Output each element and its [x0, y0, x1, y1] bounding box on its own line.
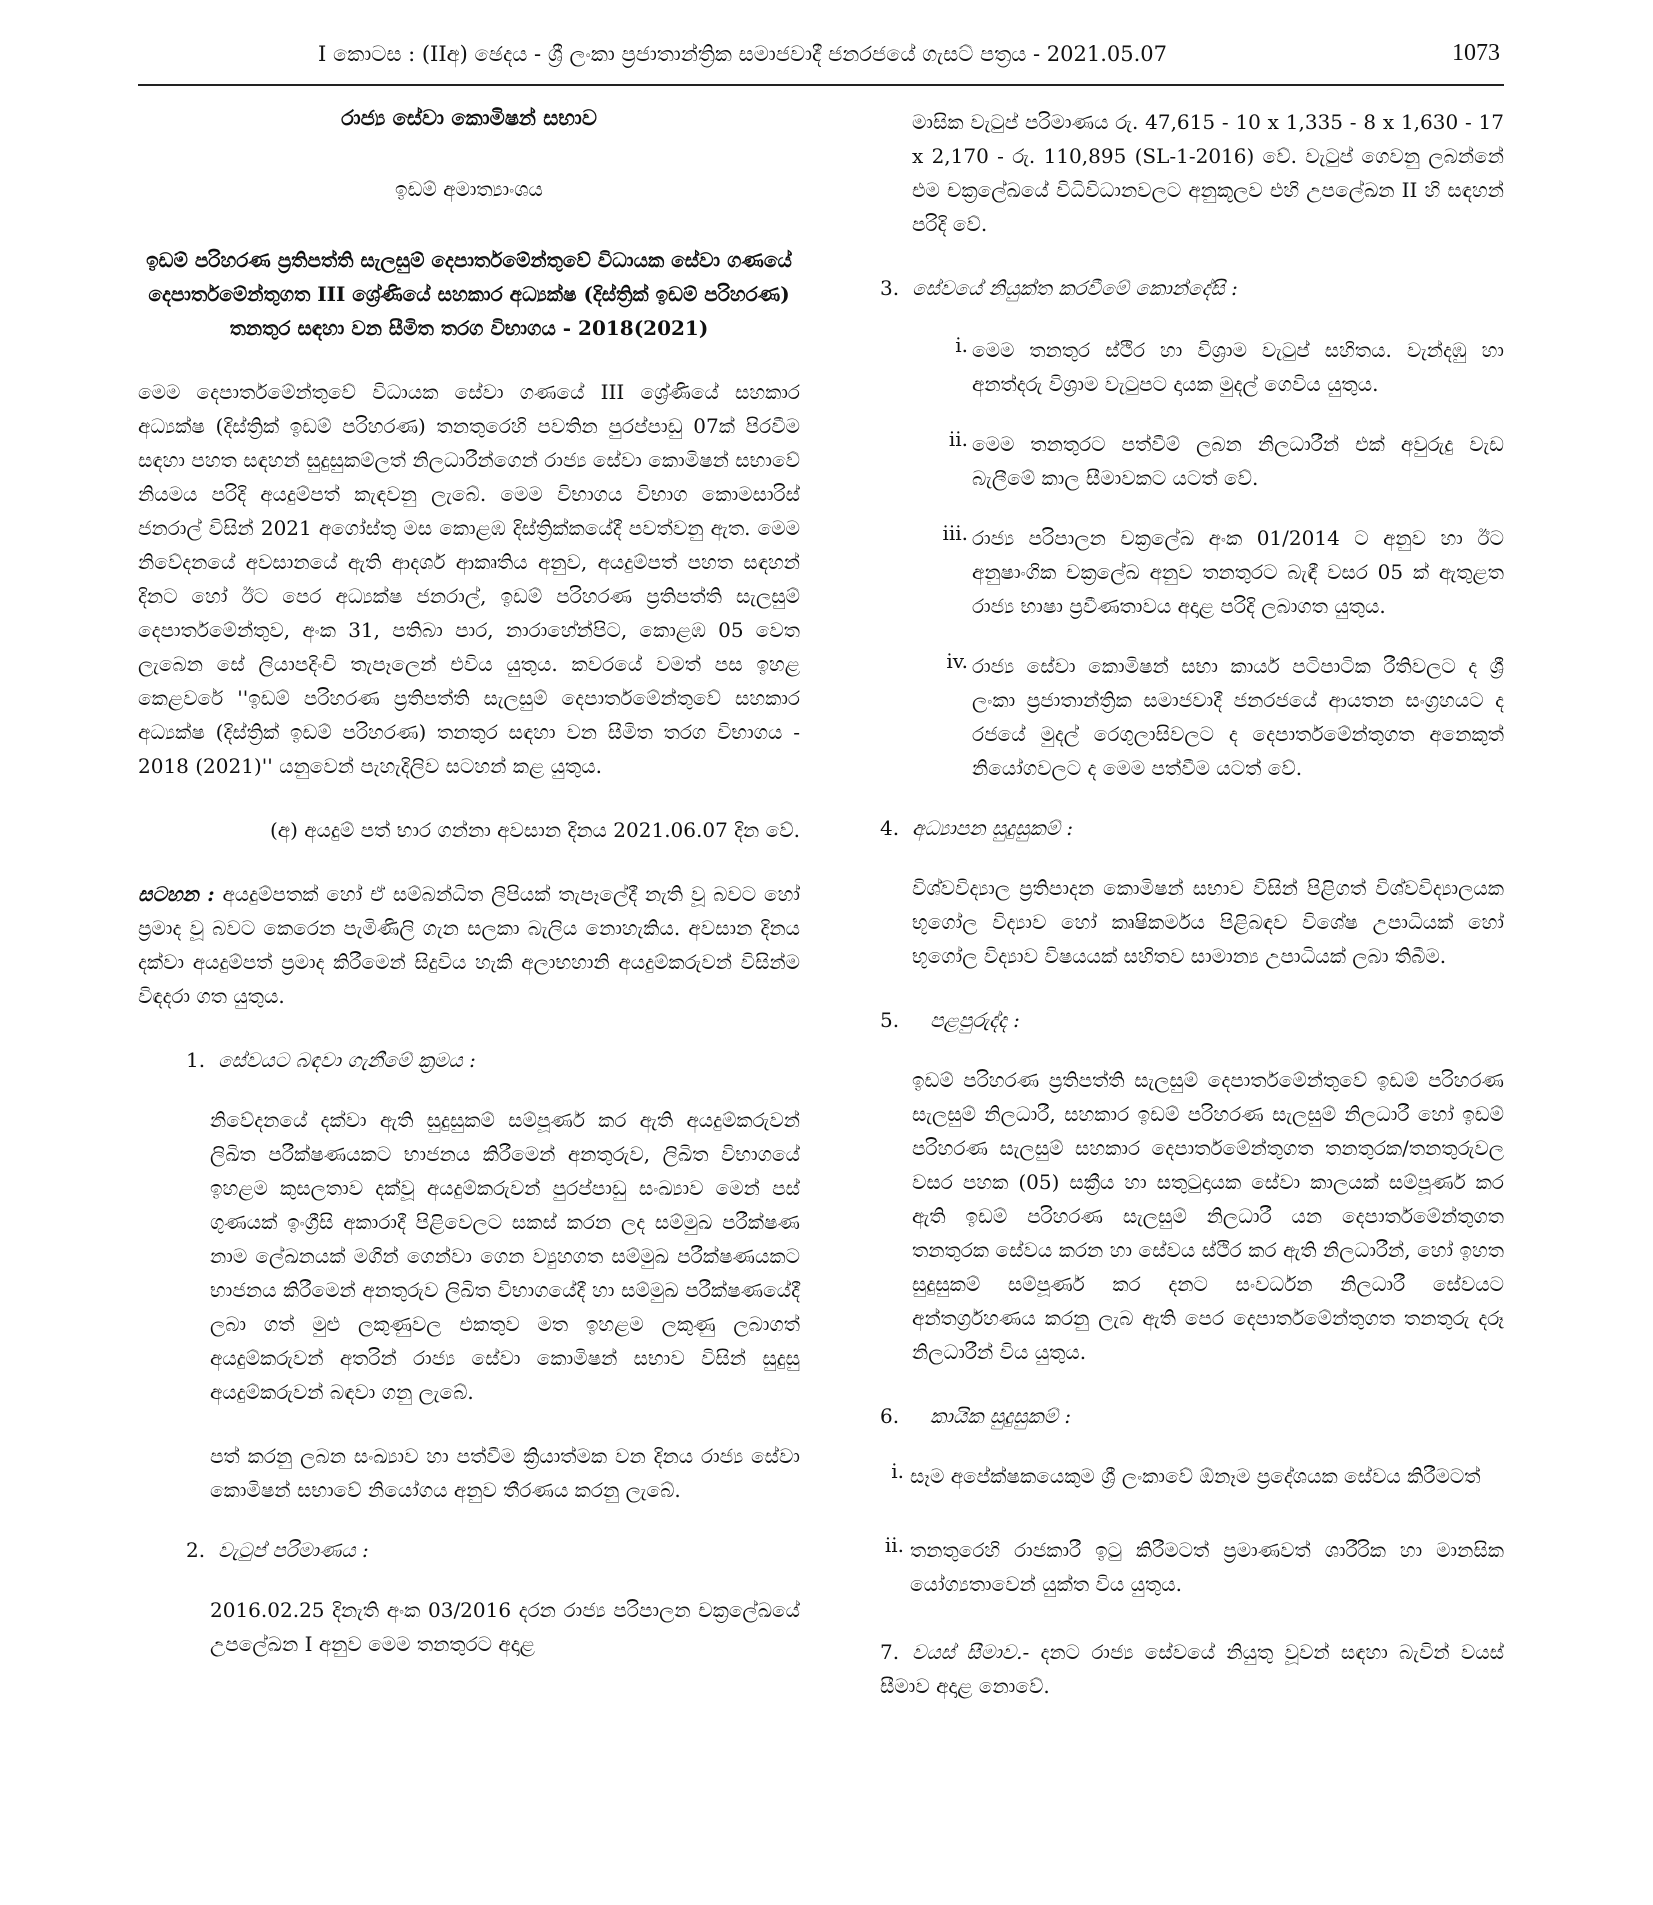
section-1-number: 1.	[186, 1048, 206, 1072]
condition-item	[912, 427, 1504, 495]
right-column	[880, 105, 1504, 1703]
condition-item	[912, 333, 1504, 401]
note-paragraph	[138, 877, 800, 1013]
physical-item-text: තනතුරෙහි රාජකාරී ඉටු කිරීමටත් ප්‍රමාණවත් ශාරීරික හා මානසික යෝග්‍යතාවෙන් යුක්ත විය යුතුය.	[910, 1538, 1504, 1596]
ministry-heading: ඉඩම් අමාත්‍යාංශය	[395, 177, 543, 201]
physical-item-number: ii.	[884, 1533, 904, 1557]
section-4-paragraph: විශ්වවිද්‍යාල ප්‍රතිපාදන කොමිෂන් සභාව විසින් පිළිගත් විශ්වවිද්‍යාලයක භූගෝල විද්‍යාව හෝ කෘෂිකර්මය පිළිබඳව විශේෂ උපාධියක් හෝ භූගෝල විද්‍යාව විෂයයක් සහිතව සාමාන්‍ය උපාධියක් ලබා තිබීම.	[912, 876, 1504, 968]
section-5-number: 5.	[880, 1008, 900, 1032]
physical-item-number: i.	[891, 1459, 904, 1483]
page-header	[138, 40, 1504, 86]
physical-item	[880, 1459, 1504, 1493]
section-2-title: වැටුප් පරිමාණය :	[218, 1538, 369, 1562]
section-1-heading	[186, 1043, 800, 1077]
condition-item	[912, 649, 1504, 785]
exam-title: ඉඩම් පරිහරණ ප්‍රතිපත්ති සැලසුම් දෙපාර්තමේන්තුවේ විධායක සේවා ගණයේ දෙපාර්තමේන්තුගත III ශ්‍රේණියේ සහකාර අධ්‍යක්ෂ (දිස්ත්‍රික් ඉඩම් පරිහරණ) තනතුර සඳහා වන සීමිත තරග විභාගය - 2018(2021)	[146, 248, 792, 340]
left-column	[138, 105, 800, 1661]
section-7-number: 7.	[880, 1640, 900, 1664]
condition-item-text: රාජ්‍ය පරිපාලන චක්‍රලේඛ අංක 01/2014 ට අනුව හා ඊට අනුෂාංගික චක්‍රලේඛ අනුව තනතුරට බැඳී වසර 05 ක් ඇතුළත රාජ්‍ය භාෂා ප්‍රවීණතාවය අදාළ පරිදි ලබාගත යුතුය.	[972, 526, 1504, 618]
section-1-paragraph-2: පත් කරනු ලබන සංඛ්‍යාව හා පත්වීම ක්‍රියාත්මක වන දිනය රාජ්‍ය සේවා කොමිෂන් සභාවේ නියෝගය අනුව තීරණය කරනු ලැබේ.	[210, 1444, 800, 1502]
section-3-title: සේවයේ නියුක්ත කරවීමේ කොන්දේසි :	[912, 276, 1238, 300]
section-2-heading	[186, 1533, 800, 1567]
condition-item-text: මෙම තනතුර ස්ථිර හා විශ්‍රාම වැටුප් සහිතය. වැන්දඹු හා අනත්දරු විශ්‍රාම වැටුපට දායක මුදල් ගෙවිය යුතුය.	[972, 338, 1504, 396]
condition-item-number: iii.	[942, 521, 968, 545]
commission-heading: රාජ්‍ය සේවා කොමිෂන් සභාව	[341, 105, 597, 130]
section-2-body	[210, 1593, 800, 1661]
section-1-body	[210, 1103, 800, 1507]
condition-item-text: මෙම තනතුරට පත්වීම් ලබන නිලධාරීන් එක් අවුරුදු වැඩ බැලීමේ කාල සීමාවකට යටත් වේ.	[972, 432, 1504, 490]
condition-item-text: රාජ්‍ය සේවා කොමිෂන් සභා කාර්ය පටිපාටික රීතිවලට ද ශ්‍රී ලංකා ප්‍රජාතාන්ත්‍රික සමාජවාදී ජනරජයේ ආයතන සංග්‍රහයට ද රජයේ මුදල් රෙගුලාසිවලට ද දෙපාර්තමේන්තුගත අනෙකුත් නියෝගවලට ද මෙම පත්වීම යටත් වේ.	[972, 654, 1504, 780]
section-1-title: සේවයට බඳවා ගැනීමේ ක්‍රමය :	[218, 1048, 476, 1072]
section-6-list	[880, 1459, 1504, 1601]
closing-date: (අ) අයදුම් පත් භාර ගන්නා අවසාන දිනය 2021.06.07 දින වේ.	[269, 818, 800, 842]
page-number: 1073	[1452, 40, 1500, 66]
condition-item	[912, 521, 1504, 623]
note-label: සටහන :	[138, 882, 215, 906]
section-1-paragraph-1: නිවේදනයේ දක්වා ඇති සුදුසුකම් සම්පූර්ණ කර ඇති අයදුම්කරුවන් ලිඛිත පරීක්ෂණයකට භාජනය කිරීමෙන් අනතුරුව, ලිඛිත විභාගයේ ඉහළම කුසලතාව දක්වූ අයදුම්කරුවන් පුරප්පාඩු සංඛ්‍යාව මෙන් පස් ගුණයක් ඉංග්‍රීසි අකාරාදී පිළිවෙලට සකස් කරන ලද සම්මුඛ පරීක්ෂණ නාම ලේඛනයක් මගින් ගෙන්වා ගෙන ව්‍යුහගත සම්මුඛ පරීක්ෂණයකට භාජනය කිරීමෙන් අනතුරුව ලිඛිත විභාගයේදී හා සම්මුඛ පරීක්ෂණයේදී ලබා ගත් මුළු ලකුණුවල එකතුව මත ඉහළම ලකුණු ලබාගත් අයදුම්කරුවන් අතරින් රාජ්‍ය සේවා කොමිෂන් සභාව විසින් සුදුසු අයදුම්කරුවන් බඳවා ගනු ලැබේ.	[210, 1108, 800, 1404]
section-2-number: 2.	[186, 1538, 206, 1562]
section-6-number: 6.	[880, 1404, 900, 1428]
section-4-number: 4.	[880, 816, 900, 840]
section-3-list	[912, 333, 1504, 785]
condition-item-number: i.	[955, 333, 968, 357]
salary-continuation: මාසික වැටුප් පරිමාණය රු. 47,615 - 10 x 1,335 - 8 x 1,630 - 17 x 2,170 - රු. 110,895 (SL-1-2016) වේ. වැටුප් ගෙවනු ලබන්නේ එම චක්‍රලේඛයේ විධිවිධානවලට අනුකූලව එහි උපලේඛන II හි සඳහන් පරිදි වේ.	[912, 110, 1504, 236]
section-3-heading	[880, 271, 1504, 305]
section-5-title: පළපුරුද්ද :	[930, 1008, 1020, 1032]
gazette-header-title: I කොටස : (IIඅ) ඡෙදය - ශ්‍රී ලංකා ප්‍රජාතාන්ත්‍රික සමාජවාදී ජනරජයේ ගැසට් පත්‍රය - 2021.05.07	[318, 42, 1168, 66]
section-3-number: 3.	[880, 276, 900, 300]
section-6-heading	[880, 1399, 1504, 1433]
section-5-paragraph: ඉඩම් පරිහරණ ප්‍රතිපත්ති සැලසුම් දෙපාර්තමේන්තුවේ ඉඩම් පරිහරණ සැලසුම් නිලධාරී, සහකාර ඉඩම් පරිහරණ සැලසුම් නිලධාරී හෝ ඉඩම් පරිහරණ සැලසුම් සහකාර දෙපාර්තමේන්තුගත තනතුරක/තනතුරුවල වසර පහක (05) සක්‍රීය හා සතුටුදායක සේවා කාලයක් සම්පූර්ණ කර ඇති ඉඩම් පරිහරණ සැලසුම් නිලධාරී යන දෙපාර්තමේන්තුගත තනතුරක සේවය කරන හා සේවය ස්ථිර කර ඇති නිලධාරීන්, හෝ ඉහත සුදුසුකම් සම්පූර්ණ කර දනට සංවර්ධන නිලධාරී සේවයට අන්තර්ග්‍රහණය කරනු ලැබ ඇති පෙර දෙපාර්තමේන්තුගත තනතුරු දරූ නිලධාරීන් විය යුතුය.	[912, 1068, 1504, 1364]
physical-item-text: සෑම අපේක්ෂකයෙකුම ශ්‍රී ලංකාවේ ඕනෑම ප්‍රදේශයක සේවය කිරීමටත්	[910, 1464, 1481, 1488]
section-4-heading	[880, 811, 1504, 845]
section-7-text: දනට රාජ්‍ය සේවයේ නියුතු වූවන් සඳහා බැවින් වයස් සීමාව අදාළ නොවේ.	[880, 1640, 1504, 1698]
section-6-title: කායික සුදුසුකම් :	[930, 1404, 1072, 1428]
section-7-title: වයස් සීමාව.-	[912, 1640, 1030, 1664]
section-4-title: අධ්‍යාපන සුදුසුකම් :	[912, 816, 1074, 840]
condition-item-number: iv.	[946, 649, 968, 673]
note-text: අයදුම්පතක් හෝ ඒ සම්බන්ධිත ලිපියක් තැපෑලේදී නැති වූ බවට හෝ ප්‍රමාද වූ බවට කෙරෙන පැමිණිලි ගැන සලකා බැලිය නොහැකිය. අවසාන දිනය දක්වා අයදුම්පත් ප්‍රමාද කිරීමෙන් සිදුවිය හැකි අලාභහානි අයදුම්කරුවන් විසින්ම විඳදරා ගත යුතුය.	[138, 882, 800, 1008]
section-7-paragraph	[880, 1635, 1504, 1703]
intro-paragraph: මෙම දෙපාර්තමේන්තුවේ විධායක සේවා ගණයේ III ශ්‍රේණියේ සහකාර අධ්‍යක්ෂ (දිස්ත්‍රික් ඉඩම් පරිහරණ) තනතුරෙහි පවතින පුරප්පාඩු 07ක් පිරවීම සඳහා පහත සඳහන් සුදුසුකම්ලත් නිලධාරීන්ගෙන් රාජ්‍ය සේවා කොමිෂන් සභාවේ නියමය පරිදි අයදුම්පත් කැඳවනු ලැබේ. මෙම විභාගය විභාග කොමසාරිස් ජනරාල් විසින් 2021 අගෝස්තු මස කොළඹ දිස්ත්‍රික්කයේදී පවත්වනු ඇත. මෙම නිවේදනයේ අවසානයේ ඇති ආදර්ශ ආකෘතිය අනුව, අයදුම්පත් පහත සඳහන් දිනට හෝ ඊට පෙර අධ්‍යක්ෂ ජනරාල්, ඉඩම් පරිහරණ ප්‍රතිපත්ති සැලසුම් දෙපාර්තමේන්තුව, අංක 31, පතිබා පාර, නාරාහේන්පිට, කොළඹ 05 වෙත ලැබෙන සේ ලියාපදිංචි තැපෑලෙන් එවිය යුතුය. කවරයේ වමත් පස ඉහළ කෙළවරේ ''ඉඩම් පරිහරණ ප්‍රතිපත්ති සැලසුම් දෙපාර්තමේන්තුවේ සහකාර අධ්‍යක්ෂ (දිස්ත්‍රික් ඉඩම් පරිහරණ) තනතුර සඳහා වන සීමිත තරග විභාගය - 2018 (2021)'' යනුවෙන් පැහැදිලිව සටහන් කළ යුතුය.	[138, 380, 800, 778]
physical-item	[880, 1533, 1504, 1601]
section-5-heading	[880, 1003, 1504, 1037]
condition-item-number: ii.	[948, 427, 968, 451]
section-2-paragraph-1: 2016.02.25 දිනැති අංක 03/2016 දරන රාජ්‍ය පරිපාලන චක්‍රලේඛයේ උපලේඛන I අනුව මෙම තනතුරට අදාළ	[210, 1598, 800, 1656]
